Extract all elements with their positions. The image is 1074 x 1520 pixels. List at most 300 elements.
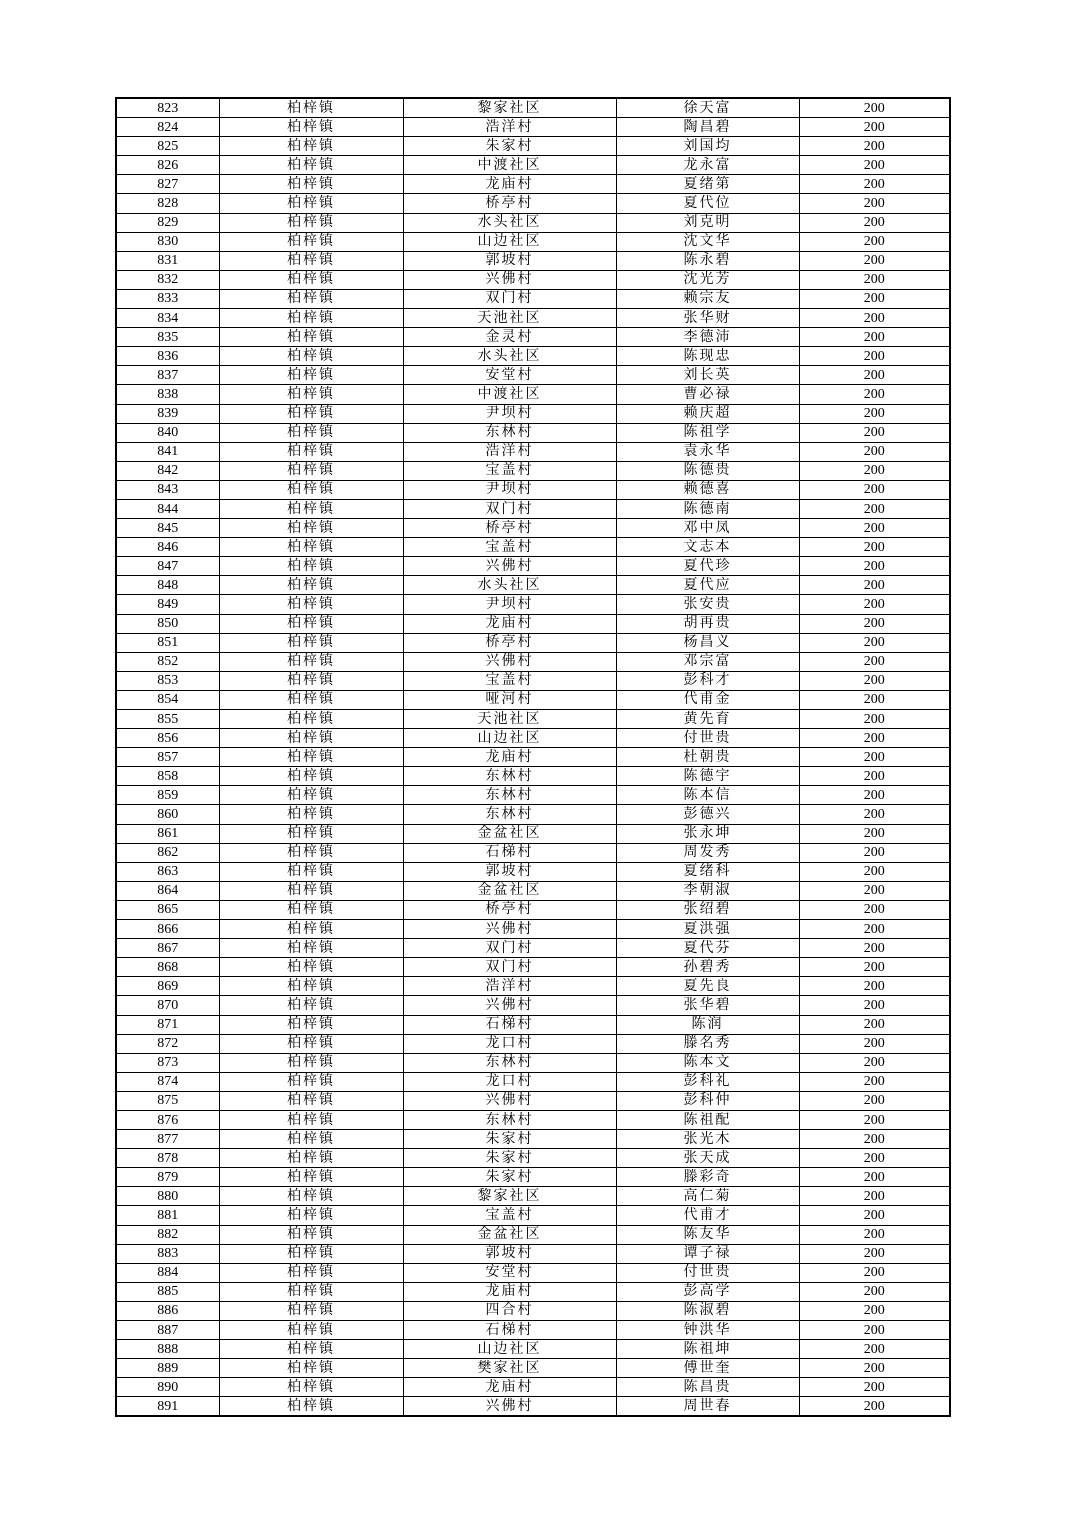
amount-cell: 200 — [799, 900, 950, 919]
name-cell: 龙永富 — [616, 156, 799, 175]
town-cell: 柏梓镇 — [219, 1282, 403, 1301]
table-row — [116, 1149, 950, 1168]
amount-cell: 200 — [799, 1149, 950, 1168]
row-number: 877 — [116, 1130, 219, 1149]
village-cell: 金盆社区 — [403, 881, 616, 900]
town-cell: 柏梓镇 — [219, 977, 403, 996]
village-cell: 兴佛村 — [403, 652, 616, 671]
name-cell: 张安贵 — [616, 595, 799, 614]
table-row — [116, 1244, 950, 1263]
amount-cell: 200 — [799, 423, 950, 442]
town-cell: 柏梓镇 — [219, 499, 403, 518]
table-row — [116, 251, 950, 270]
name-cell: 邓宗富 — [616, 652, 799, 671]
village-cell: 东林村 — [403, 767, 616, 786]
table-row — [116, 977, 950, 996]
name-cell: 夏绪第 — [616, 175, 799, 194]
name-cell: 彭高学 — [616, 1282, 799, 1301]
table-row — [116, 1110, 950, 1129]
amount-cell: 200 — [799, 939, 950, 958]
table-row — [116, 748, 950, 767]
row-number: 849 — [116, 595, 219, 614]
name-cell: 夏代珍 — [616, 557, 799, 576]
table-row — [116, 1359, 950, 1378]
table-row — [116, 385, 950, 404]
village-cell: 龙庙村 — [403, 614, 616, 633]
village-cell: 山边社区 — [403, 1340, 616, 1359]
row-number: 887 — [116, 1321, 219, 1340]
row-number: 839 — [116, 404, 219, 423]
table-row — [116, 1053, 950, 1072]
town-cell: 柏梓镇 — [219, 385, 403, 404]
amount-cell: 200 — [799, 137, 950, 156]
row-number: 832 — [116, 270, 219, 289]
table-row — [116, 404, 950, 423]
name-cell: 高仁菊 — [616, 1187, 799, 1206]
town-cell: 柏梓镇 — [219, 862, 403, 881]
row-number: 869 — [116, 977, 219, 996]
amount-cell: 200 — [799, 1034, 950, 1053]
amount-cell: 200 — [799, 461, 950, 480]
village-cell: 金盆社区 — [403, 1225, 616, 1244]
table-row — [116, 576, 950, 595]
table-row — [116, 920, 950, 939]
row-number: 862 — [116, 843, 219, 862]
name-cell: 滕名秀 — [616, 1034, 799, 1053]
row-number: 866 — [116, 920, 219, 939]
name-cell: 陈祖坤 — [616, 1340, 799, 1359]
amount-cell: 200 — [799, 690, 950, 709]
name-cell: 夏代芬 — [616, 939, 799, 958]
row-number: 827 — [116, 175, 219, 194]
table-row — [116, 710, 950, 729]
amount-cell: 200 — [799, 366, 950, 385]
town-cell: 柏梓镇 — [219, 671, 403, 690]
row-number: 844 — [116, 499, 219, 518]
amount-cell: 200 — [799, 1091, 950, 1110]
row-number: 841 — [116, 442, 219, 461]
name-cell: 杜朝贵 — [616, 748, 799, 767]
town-cell: 柏梓镇 — [219, 958, 403, 977]
table-row — [116, 98, 950, 118]
name-cell: 陈本文 — [616, 1053, 799, 1072]
row-number: 858 — [116, 767, 219, 786]
row-number: 890 — [116, 1378, 219, 1397]
town-cell: 柏梓镇 — [219, 251, 403, 270]
row-number: 872 — [116, 1034, 219, 1053]
name-cell: 陈祖学 — [616, 423, 799, 442]
table-row — [116, 805, 950, 824]
amount-cell: 200 — [799, 1225, 950, 1244]
name-cell: 曹必禄 — [616, 385, 799, 404]
name-cell: 文志本 — [616, 538, 799, 557]
amount-cell: 200 — [799, 614, 950, 633]
town-cell: 柏梓镇 — [219, 1091, 403, 1110]
town-cell: 柏梓镇 — [219, 270, 403, 289]
village-cell: 东林村 — [403, 805, 616, 824]
town-cell: 柏梓镇 — [219, 1263, 403, 1282]
amount-cell: 200 — [799, 1168, 950, 1187]
amount-cell: 200 — [799, 1244, 950, 1263]
amount-cell: 200 — [799, 232, 950, 251]
village-cell: 郭坡村 — [403, 862, 616, 881]
name-cell: 陶昌碧 — [616, 118, 799, 137]
town-cell: 柏梓镇 — [219, 557, 403, 576]
town-cell: 柏梓镇 — [219, 767, 403, 786]
town-cell: 柏梓镇 — [219, 900, 403, 919]
name-cell: 滕彩奇 — [616, 1168, 799, 1187]
town-cell: 柏梓镇 — [219, 1301, 403, 1320]
amount-cell: 200 — [799, 958, 950, 977]
amount-cell: 200 — [799, 1378, 950, 1397]
village-cell: 中渡社区 — [403, 156, 616, 175]
row-number: 829 — [116, 213, 219, 232]
village-cell: 樊家社区 — [403, 1359, 616, 1378]
village-cell: 金灵村 — [403, 328, 616, 347]
amount-cell: 200 — [799, 748, 950, 767]
name-cell: 沈文华 — [616, 232, 799, 251]
table-row — [116, 328, 950, 347]
name-cell: 陈现忠 — [616, 347, 799, 366]
name-cell: 邓中凤 — [616, 519, 799, 538]
village-cell: 水头社区 — [403, 213, 616, 232]
amount-cell: 200 — [799, 1340, 950, 1359]
table-row — [116, 996, 950, 1015]
amount-cell: 200 — [799, 538, 950, 557]
row-number: 826 — [116, 156, 219, 175]
town-cell: 柏梓镇 — [219, 633, 403, 652]
amount-cell: 200 — [799, 213, 950, 232]
row-number: 883 — [116, 1244, 219, 1263]
town-cell: 柏梓镇 — [219, 1015, 403, 1034]
row-number: 865 — [116, 900, 219, 919]
amount-cell: 200 — [799, 1130, 950, 1149]
amount-cell: 200 — [799, 118, 950, 137]
amount-cell: 200 — [799, 442, 950, 461]
village-cell: 东林村 — [403, 1053, 616, 1072]
amount-cell: 200 — [799, 996, 950, 1015]
row-number: 885 — [116, 1282, 219, 1301]
village-cell: 中渡社区 — [403, 385, 616, 404]
village-cell: 龙庙村 — [403, 175, 616, 194]
row-number: 848 — [116, 576, 219, 595]
table-row — [116, 1321, 950, 1340]
table-row — [116, 1168, 950, 1187]
village-cell: 龙庙村 — [403, 1282, 616, 1301]
amount-cell: 200 — [799, 194, 950, 213]
table-row — [116, 1282, 950, 1301]
town-cell: 柏梓镇 — [219, 461, 403, 480]
row-number: 842 — [116, 461, 219, 480]
amount-cell: 200 — [799, 385, 950, 404]
village-cell: 兴佛村 — [403, 1091, 616, 1110]
village-cell: 水头社区 — [403, 576, 616, 595]
town-cell: 柏梓镇 — [219, 1110, 403, 1129]
table-row — [116, 118, 950, 137]
village-cell: 双门村 — [403, 289, 616, 308]
row-number: 850 — [116, 614, 219, 633]
name-cell: 付世贵 — [616, 729, 799, 748]
amount-cell: 200 — [799, 805, 950, 824]
village-cell: 宝盖村 — [403, 671, 616, 690]
table-row — [116, 652, 950, 671]
town-cell: 柏梓镇 — [219, 920, 403, 939]
amount-cell: 200 — [799, 1072, 950, 1091]
town-cell: 柏梓镇 — [219, 1340, 403, 1359]
name-cell: 彭科才 — [616, 671, 799, 690]
village-cell: 双门村 — [403, 939, 616, 958]
row-number: 847 — [116, 557, 219, 576]
row-number: 854 — [116, 690, 219, 709]
town-cell: 柏梓镇 — [219, 1397, 403, 1417]
name-cell: 彭科礼 — [616, 1072, 799, 1091]
roster-table-body — [116, 98, 950, 1416]
name-cell: 陈德南 — [616, 499, 799, 518]
name-cell: 赖德喜 — [616, 480, 799, 499]
town-cell: 柏梓镇 — [219, 1225, 403, 1244]
row-number: 859 — [116, 786, 219, 805]
table-row — [116, 557, 950, 576]
amount-cell: 200 — [799, 1206, 950, 1225]
name-cell: 傅世奎 — [616, 1359, 799, 1378]
row-number: 870 — [116, 996, 219, 1015]
row-number: 864 — [116, 881, 219, 900]
row-number: 873 — [116, 1053, 219, 1072]
table-row — [116, 633, 950, 652]
town-cell: 柏梓镇 — [219, 996, 403, 1015]
table-row — [116, 690, 950, 709]
village-cell: 山边社区 — [403, 232, 616, 251]
village-cell: 四合村 — [403, 1301, 616, 1320]
village-cell: 朱家村 — [403, 1149, 616, 1168]
town-cell: 柏梓镇 — [219, 118, 403, 137]
amount-cell: 200 — [799, 1053, 950, 1072]
village-cell: 双门村 — [403, 958, 616, 977]
name-cell: 张永坤 — [616, 824, 799, 843]
name-cell: 张华碧 — [616, 996, 799, 1015]
table-row — [116, 213, 950, 232]
amount-cell: 200 — [799, 920, 950, 939]
village-cell: 兴佛村 — [403, 920, 616, 939]
table-row — [116, 480, 950, 499]
row-number: 860 — [116, 805, 219, 824]
village-cell: 桥亭村 — [403, 519, 616, 538]
town-cell: 柏梓镇 — [219, 824, 403, 843]
table-row — [116, 156, 950, 175]
table-row — [116, 442, 950, 461]
row-number: 856 — [116, 729, 219, 748]
amount-cell: 200 — [799, 1321, 950, 1340]
village-cell: 尹坝村 — [403, 480, 616, 499]
table-row — [116, 1206, 950, 1225]
amount-cell: 200 — [799, 786, 950, 805]
row-number: 852 — [116, 652, 219, 671]
amount-cell: 200 — [799, 1301, 950, 1320]
row-number: 830 — [116, 232, 219, 251]
town-cell: 柏梓镇 — [219, 881, 403, 900]
amount-cell: 200 — [799, 576, 950, 595]
town-cell: 柏梓镇 — [219, 1130, 403, 1149]
town-cell: 柏梓镇 — [219, 652, 403, 671]
table-row — [116, 289, 950, 308]
town-cell: 柏梓镇 — [219, 289, 403, 308]
row-number: 881 — [116, 1206, 219, 1225]
table-row — [116, 900, 950, 919]
row-number: 840 — [116, 423, 219, 442]
row-number: 831 — [116, 251, 219, 270]
name-cell: 李朝淑 — [616, 881, 799, 900]
row-number: 884 — [116, 1263, 219, 1282]
village-cell: 水头社区 — [403, 347, 616, 366]
village-cell: 尹坝村 — [403, 595, 616, 614]
town-cell: 柏梓镇 — [219, 710, 403, 729]
name-cell: 袁永华 — [616, 442, 799, 461]
row-number: 835 — [116, 328, 219, 347]
name-cell: 赖庆超 — [616, 404, 799, 423]
amount-cell: 200 — [799, 881, 950, 900]
table-row — [116, 1034, 950, 1053]
name-cell: 徐天富 — [616, 98, 799, 118]
town-cell: 柏梓镇 — [219, 423, 403, 442]
row-number: 875 — [116, 1091, 219, 1110]
amount-cell: 200 — [799, 843, 950, 862]
table-row — [116, 862, 950, 881]
amount-cell: 200 — [799, 98, 950, 118]
row-number: 825 — [116, 137, 219, 156]
name-cell: 孙碧秀 — [616, 958, 799, 977]
village-cell: 郭坡村 — [403, 251, 616, 270]
town-cell: 柏梓镇 — [219, 1168, 403, 1187]
table-row — [116, 671, 950, 690]
village-cell: 朱家村 — [403, 137, 616, 156]
village-cell: 东林村 — [403, 1110, 616, 1129]
name-cell: 付世贵 — [616, 1263, 799, 1282]
amount-cell: 200 — [799, 710, 950, 729]
town-cell: 柏梓镇 — [219, 1053, 403, 1072]
village-cell: 石梯村 — [403, 843, 616, 862]
row-number: 880 — [116, 1187, 219, 1206]
village-cell: 兴佛村 — [403, 1397, 616, 1417]
name-cell: 周世春 — [616, 1397, 799, 1417]
row-number: 889 — [116, 1359, 219, 1378]
table-row — [116, 958, 950, 977]
name-cell: 钟洪华 — [616, 1321, 799, 1340]
table-row — [116, 1130, 950, 1149]
amount-cell: 200 — [799, 480, 950, 499]
village-cell: 安堂村 — [403, 1263, 616, 1282]
name-cell: 夏洪强 — [616, 920, 799, 939]
village-cell: 龙庙村 — [403, 748, 616, 767]
row-number: 833 — [116, 289, 219, 308]
amount-cell: 200 — [799, 156, 950, 175]
village-cell: 宝盖村 — [403, 1206, 616, 1225]
table-row — [116, 1225, 950, 1244]
village-cell: 黎家社区 — [403, 98, 616, 118]
amount-cell: 200 — [799, 652, 950, 671]
row-number: 851 — [116, 633, 219, 652]
village-cell: 石梯村 — [403, 1015, 616, 1034]
amount-cell: 200 — [799, 729, 950, 748]
amount-cell: 200 — [799, 824, 950, 843]
row-number: 834 — [116, 309, 219, 328]
table-row — [116, 461, 950, 480]
name-cell: 陈友华 — [616, 1225, 799, 1244]
name-cell: 李德沛 — [616, 328, 799, 347]
town-cell: 柏梓镇 — [219, 1187, 403, 1206]
town-cell: 柏梓镇 — [219, 786, 403, 805]
village-cell: 浩洋村 — [403, 118, 616, 137]
village-cell: 龙庙村 — [403, 1378, 616, 1397]
name-cell: 陈昌贵 — [616, 1378, 799, 1397]
table-row — [116, 499, 950, 518]
name-cell: 夏代应 — [616, 576, 799, 595]
table-row — [116, 1301, 950, 1320]
amount-cell: 200 — [799, 862, 950, 881]
town-cell: 柏梓镇 — [219, 194, 403, 213]
amount-cell: 200 — [799, 251, 950, 270]
town-cell: 柏梓镇 — [219, 748, 403, 767]
town-cell: 柏梓镇 — [219, 1321, 403, 1340]
amount-cell: 200 — [799, 347, 950, 366]
table-row — [116, 175, 950, 194]
table-row — [116, 824, 950, 843]
row-number: 853 — [116, 671, 219, 690]
town-cell: 柏梓镇 — [219, 1034, 403, 1053]
row-number: 878 — [116, 1149, 219, 1168]
table-row — [116, 786, 950, 805]
village-cell: 龙口村 — [403, 1072, 616, 1091]
village-cell: 金盆社区 — [403, 824, 616, 843]
name-cell: 杨昌义 — [616, 633, 799, 652]
table-row — [116, 538, 950, 557]
town-cell: 柏梓镇 — [219, 843, 403, 862]
name-cell: 张华财 — [616, 309, 799, 328]
town-cell: 柏梓镇 — [219, 156, 403, 175]
row-number: 845 — [116, 519, 219, 538]
amount-cell: 200 — [799, 175, 950, 194]
village-cell: 东林村 — [403, 423, 616, 442]
row-number: 838 — [116, 385, 219, 404]
table-row — [116, 767, 950, 786]
name-cell: 黄先育 — [616, 710, 799, 729]
amount-cell: 200 — [799, 309, 950, 328]
row-number: 886 — [116, 1301, 219, 1320]
table-row — [116, 519, 950, 538]
amount-cell: 200 — [799, 767, 950, 786]
town-cell: 柏梓镇 — [219, 347, 403, 366]
table-row — [116, 595, 950, 614]
name-cell: 彭德兴 — [616, 805, 799, 824]
town-cell: 柏梓镇 — [219, 729, 403, 748]
name-cell: 刘长英 — [616, 366, 799, 385]
row-number: 836 — [116, 347, 219, 366]
town-cell: 柏梓镇 — [219, 1149, 403, 1168]
table-row — [116, 309, 950, 328]
table-row — [116, 1378, 950, 1397]
row-number: 888 — [116, 1340, 219, 1359]
row-number: 837 — [116, 366, 219, 385]
village-cell: 桥亭村 — [403, 194, 616, 213]
village-cell: 宝盖村 — [403, 538, 616, 557]
row-number: 843 — [116, 480, 219, 499]
name-cell: 陈祖配 — [616, 1110, 799, 1129]
town-cell: 柏梓镇 — [219, 1359, 403, 1378]
row-number: 882 — [116, 1225, 219, 1244]
name-cell: 谭子禄 — [616, 1244, 799, 1263]
town-cell: 柏梓镇 — [219, 213, 403, 232]
table-row — [116, 1015, 950, 1034]
amount-cell: 200 — [799, 1110, 950, 1129]
